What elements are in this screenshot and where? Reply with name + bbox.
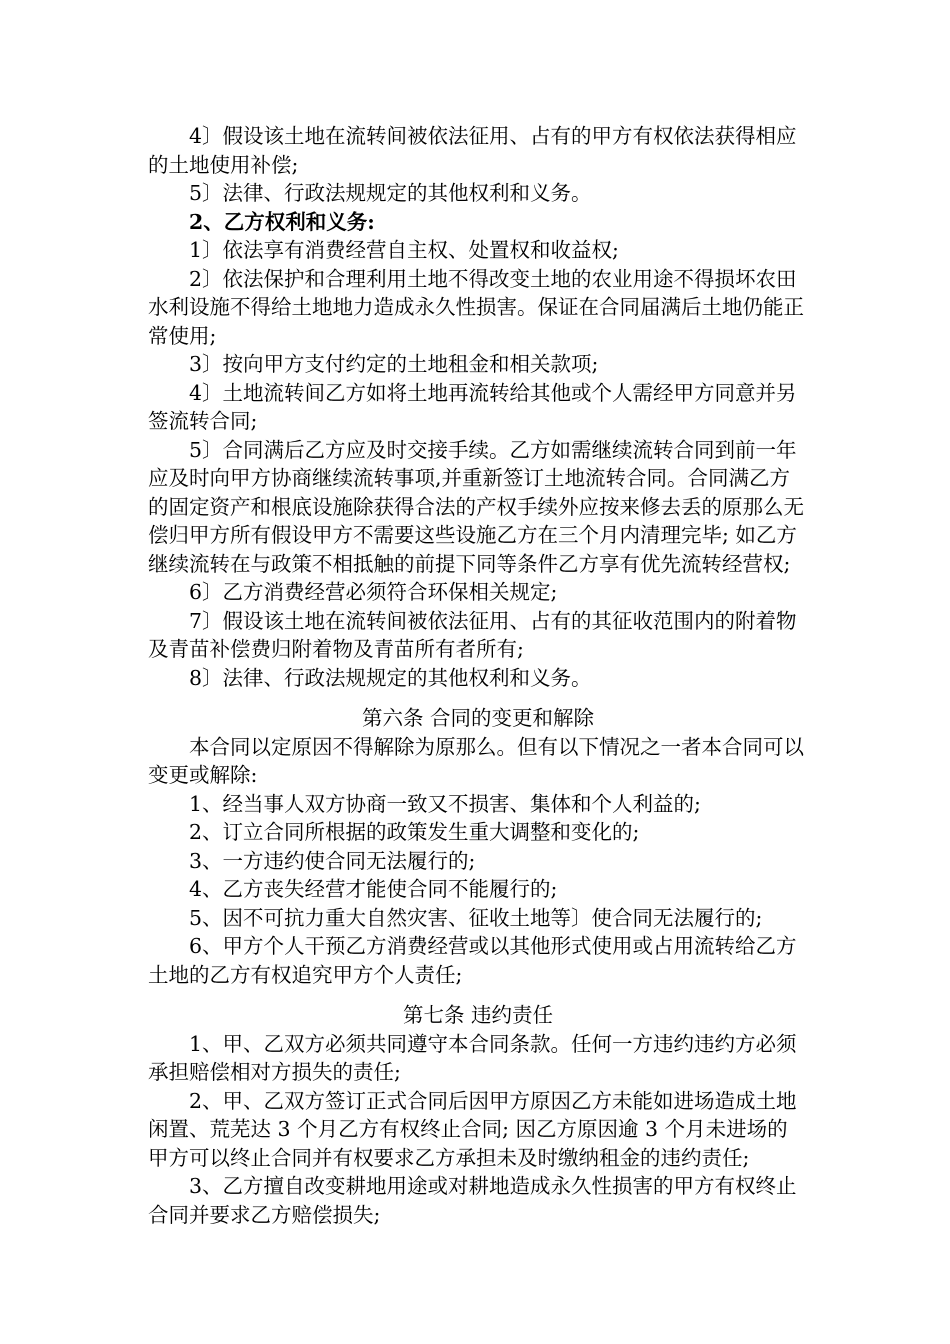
article6-intro: 本合同以定原因不得解除为原那么。但有以下情况之一者本合同可以变更或解除:: [148, 734, 804, 787]
list-item: 2〕依法保护和合理利用土地不得改变土地的农业用途不得损坏农田水利设施不得给土地地力造成永久性损害。保证在合同届满后土地仍能正常使用;: [148, 266, 804, 348]
article6-title: 第六条 合同的变更和解除: [361, 706, 595, 730]
list-item: 6、甲方个人干预乙方消费经营或以其他形式使用或占用流转给乙方土地的乙方有权追究甲方个人责任;: [148, 934, 797, 987]
document-body: [148, 122, 808, 1229]
list-item: 2、甲、乙双方签订正式合同后因甲方原因乙方未能如进场造成土地闲置、荒芜达 3 个月乙方有权终止合同; 因乙方原因逾 3 个月未进场的甲方可以终止合同并有权要求乙方承担未及时缴纳租金的违约责任;: [148, 1088, 797, 1170]
list-item: 1、甲、乙双方必须共同遵守本合同条款。任何一方违约违约方必须承担赔偿相对方损失的责任;: [148, 1031, 797, 1084]
list-item: 5、因不可抗力重大自然灾害、征收土地等〕使合同无法履行的;: [189, 905, 763, 930]
paragraph: 5〕法律、行政法规规定的其他权利和义务。: [189, 181, 592, 205]
list-item: 1〕依法享有消费经营自主权、处置权和收益权;: [189, 238, 619, 262]
list-item: 8〕法律、行政法规规定的其他权利和义务。: [189, 665, 592, 690]
list-item: 6〕乙方消费经营必须符合环保相关规定;: [189, 580, 558, 604]
list-item: 3、一方违约使合同无法履行的;: [189, 848, 476, 873]
list-item: 3、乙方擅自改变耕地用途或对耕地造成永久性损害的甲方有权终止合同并要求乙方赔偿损失;: [148, 1174, 797, 1227]
party-b-heading: 2、乙方权利和义务:: [189, 209, 375, 234]
list-item: 1、经当事人双方协商一致又不损害、集体和个人利益的;: [189, 791, 701, 816]
list-item: 3〕按向甲方支付约定的土地租金和相关款项;: [189, 352, 599, 376]
list-item: 7〕假设该土地在流转间被依法征用、占有的其征收范围内的附着物及青苗补偿费归附着物及青苗所有者所有;: [148, 608, 797, 661]
list-item: 5〕合同满后乙方应及时交接手续。乙方如需继续流转合同到前一年应及时向甲方协商继续流转事项,并重新签订土地流转合同。合同满乙方的固定资产和根底设施除获得合法的产权手续外应按来修去丢的原那么无偿归甲方所有假设甲方不需要这些设施乙方在三个月内清理完毕; 如乙方继续流转在与政策不相抵触的前提下同等条件乙方享有优先流转经营权;: [148, 437, 804, 576]
list-item: 4、乙方丧失经营才能使合同不能履行的;: [189, 877, 558, 901]
list-item: 2、订立合同所根据的政策发生重大调整和变化的;: [189, 820, 640, 844]
list-item: 4〕土地流转间乙方如将土地再流转给其他或个人需经甲方同意并另签流转合同;: [148, 380, 797, 433]
paragraph: 4〕假设该土地在流转间被依法征用、占有的甲方有权依法获得相应的土地使用补偿;: [148, 124, 797, 177]
article7-title: 第七条 违约责任: [402, 1003, 554, 1027]
